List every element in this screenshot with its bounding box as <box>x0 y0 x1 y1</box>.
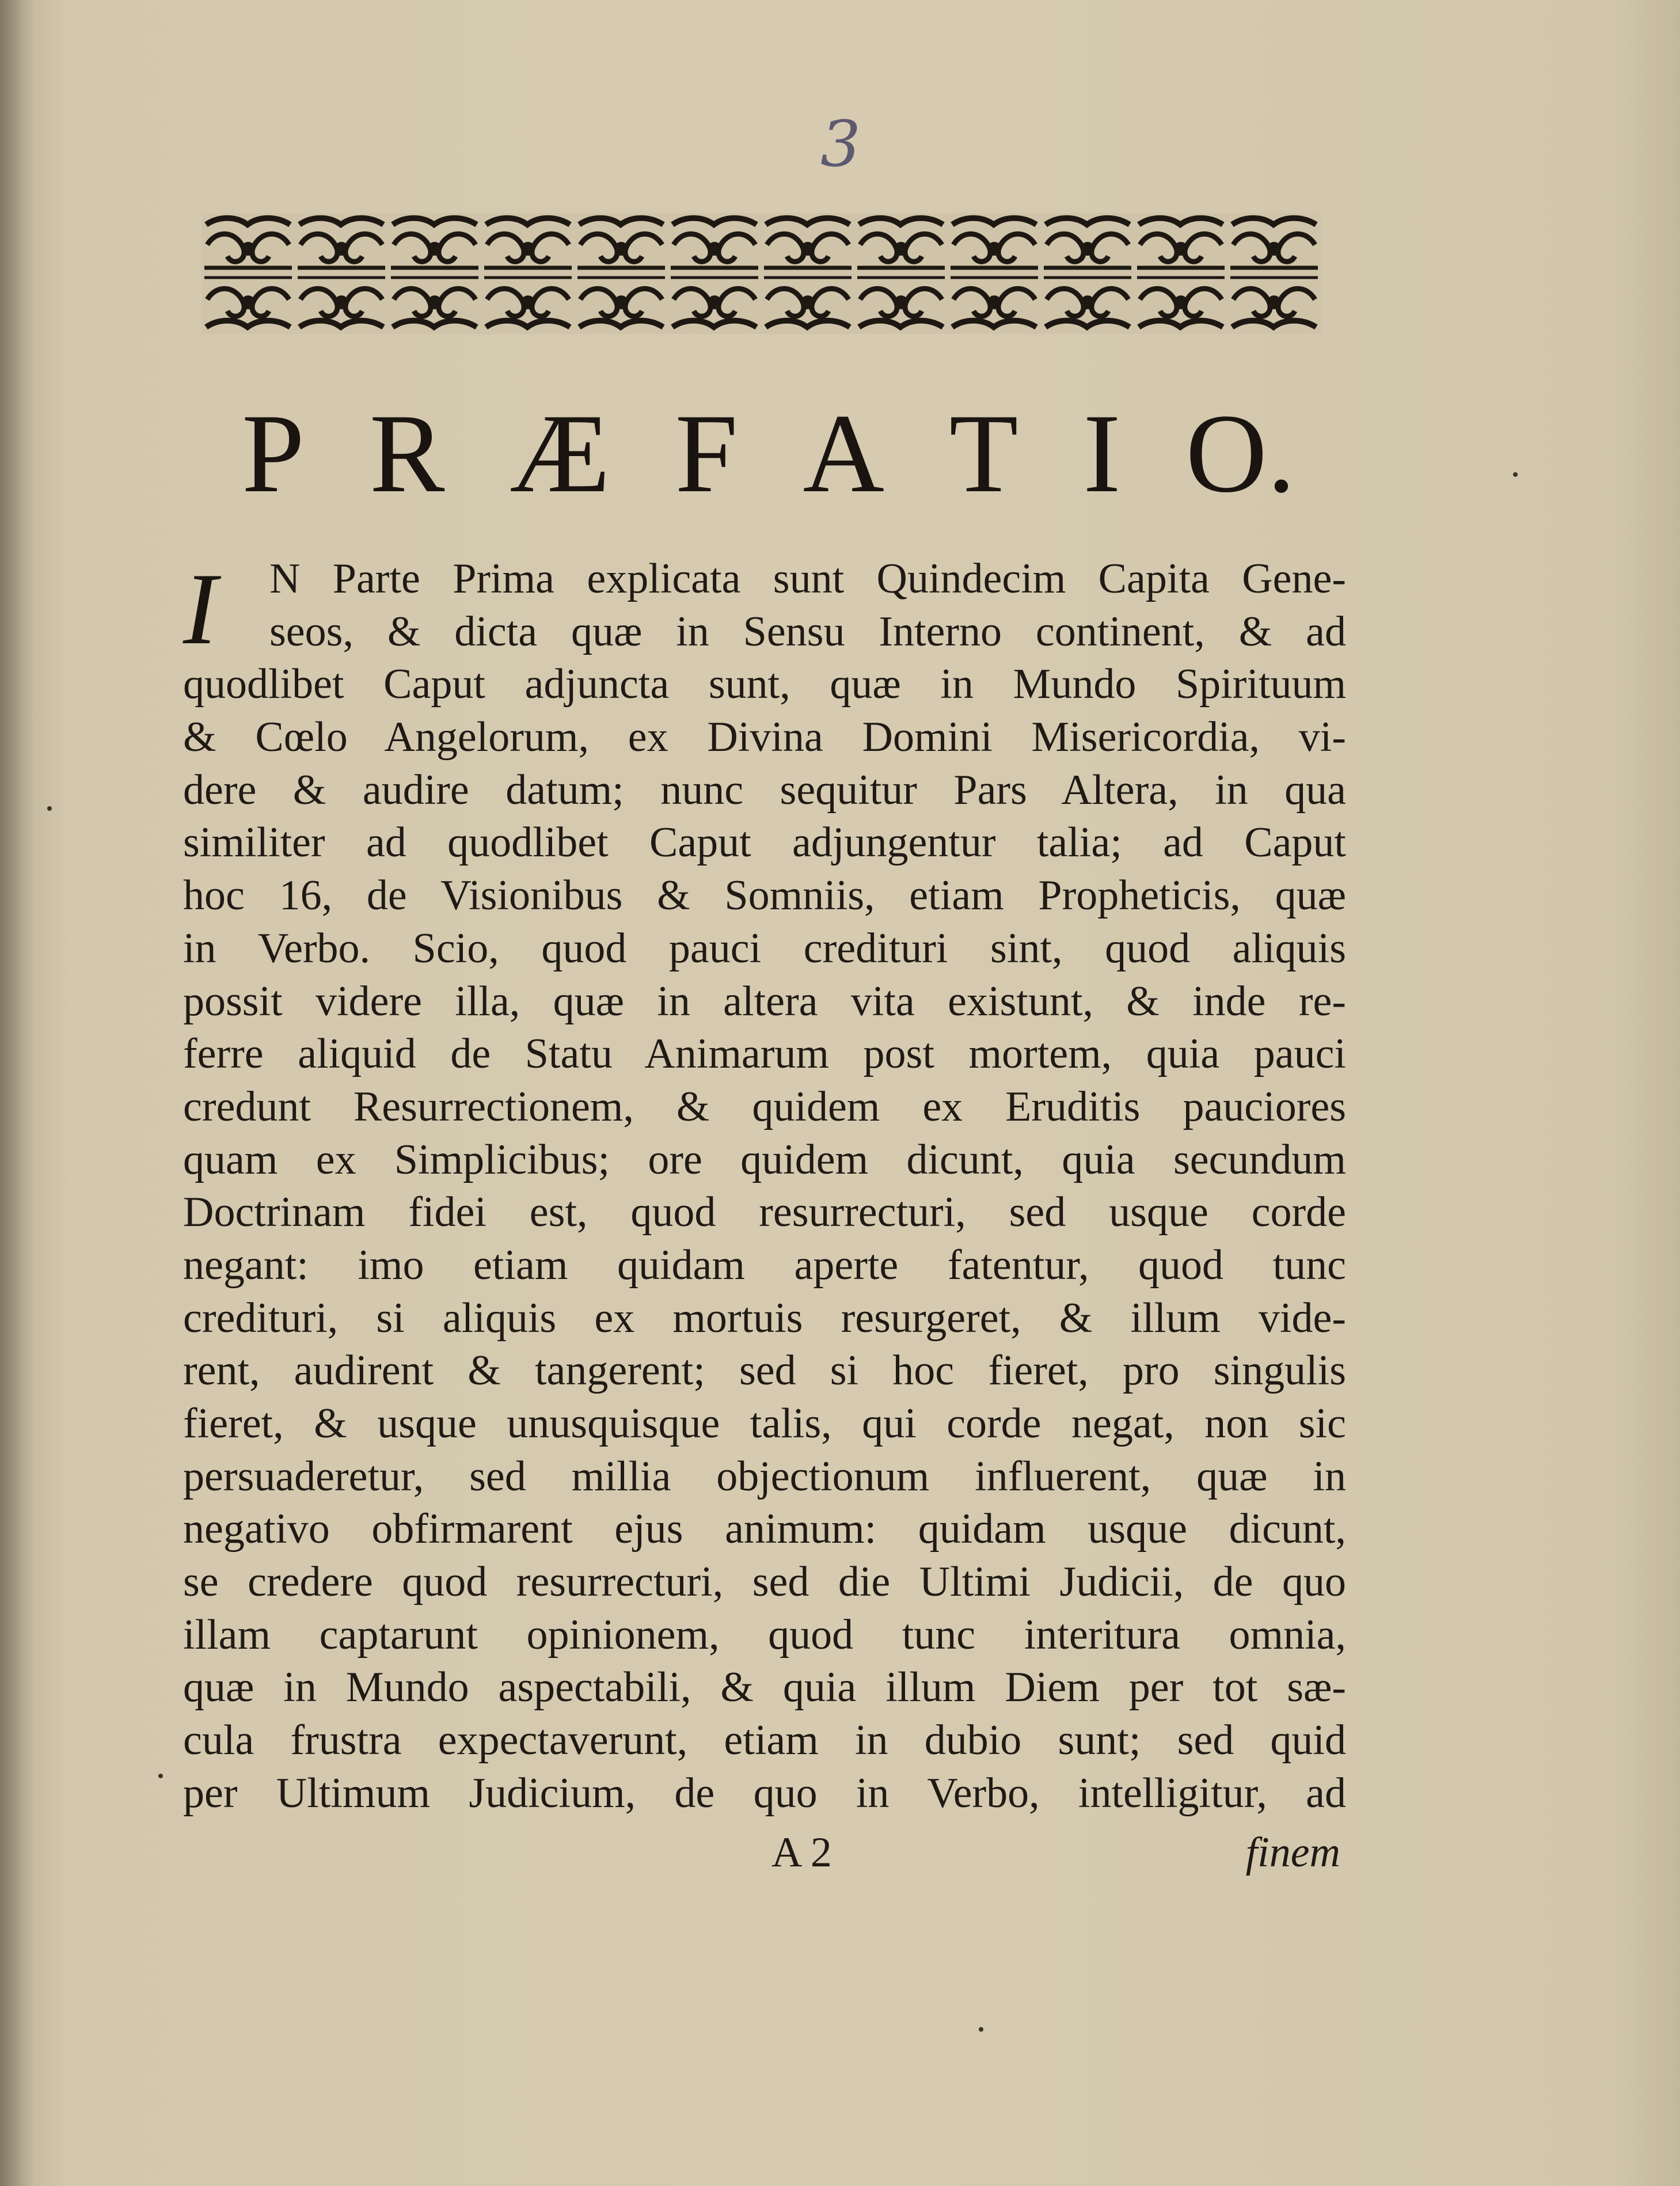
text-line: in Verbo. Scio, quod pauci credituri sint, quod aliquis <box>183 924 1346 972</box>
title-letter: A <box>803 391 884 516</box>
folio-number: 3 <box>820 107 861 181</box>
title-letter: O. <box>1185 391 1295 516</box>
text-line: & Cœlo Angelorum, ex Divina Domini Misericordia, vi- <box>183 714 1346 761</box>
title-letter: P <box>242 391 305 516</box>
text-line: credunt Resurrectionem, & quidem ex Eruditis pauciores <box>183 1083 1346 1130</box>
paper-speck <box>979 2027 983 2032</box>
text-line: illam captarunt opinionem, quod tunc interitura omnia, <box>183 1611 1346 1659</box>
text-line: negant: imo etiam quidam aperte fatentur, quod tunc <box>183 1241 1346 1289</box>
text-line: dere & audire datum; nunc sequitur Pars Altera, in qua <box>183 766 1346 814</box>
text-line: quodlibet Caput adjuncta sunt, quæ in Mundo Spirituum <box>183 661 1346 708</box>
ornamental-headpiece <box>202 213 1321 334</box>
text-line: ferre aliquid de Statu Animarum post mortem, quia pauci <box>183 1030 1346 1078</box>
text-line: se credere quod resurrecturi, sed die Ultimi Judicii, de quo <box>183 1558 1346 1606</box>
text-line: possit videre illa, quæ in altera vita existunt, & inde re- <box>183 977 1346 1025</box>
body-text <box>183 553 1346 1820</box>
text-line: Doctrinam fidei est, quod resurrecturi, sed usque corde <box>183 1189 1346 1236</box>
text-line: N Parte Prima explicata sunt Quindecim Capita Gene- <box>269 555 1346 602</box>
title-letter: T <box>949 391 1018 516</box>
paper-speck <box>1513 472 1518 477</box>
text-line: per Ultimum Judicium, de quo in Verbo, intelligitur, ad <box>183 1769 1346 1817</box>
spine-shadow <box>0 0 35 2186</box>
text-line: negativo obfirmarent ejus animum: quidam usque dicunt, <box>183 1505 1346 1553</box>
drop-cap: I <box>183 552 218 666</box>
text-line: fieret, & usque unusquisque talis, qui corde negat, non sic <box>183 1400 1346 1447</box>
text-line: quam ex Simplicibus; ore quidem dicunt, quia secundum <box>183 1136 1346 1183</box>
title-letter: Æ <box>510 391 610 516</box>
paper-speck <box>158 1774 163 1778</box>
text-line: seos, & dicta quæ in Sensu Interno continent, & ad <box>269 608 1346 655</box>
text-line: cula frustra expectaverunt, etiam in dubio sunt; sed quid <box>183 1717 1346 1764</box>
title-letter: I <box>1083 391 1121 516</box>
title-letter: R <box>369 391 445 516</box>
signature-mark: A 2 <box>771 1829 832 1876</box>
text-line: quæ in Mundo aspectabili, & quia illum Diem per tot sæ- <box>183 1664 1346 1711</box>
title-letter: F <box>675 391 738 516</box>
text-line: persuaderetur, sed millia objectionum influerent, quæ in <box>183 1452 1346 1500</box>
text-line: hoc 16, de Visionibus & Somniis, etiam Propheticis, quæ <box>183 872 1346 920</box>
text-line: credituri, si aliquis ex mortuis resurgeret, & illum vide- <box>183 1294 1346 1342</box>
catchword: finem <box>1245 1829 1340 1876</box>
page-title <box>242 391 1295 516</box>
text-line: similiter ad quodlibet Caput adjungentur talia; ad Caput <box>183 819 1346 867</box>
text-line: rent, audirent & tangerent; sed si hoc fieret, pro singulis <box>183 1347 1346 1395</box>
paper-speck <box>47 806 52 811</box>
